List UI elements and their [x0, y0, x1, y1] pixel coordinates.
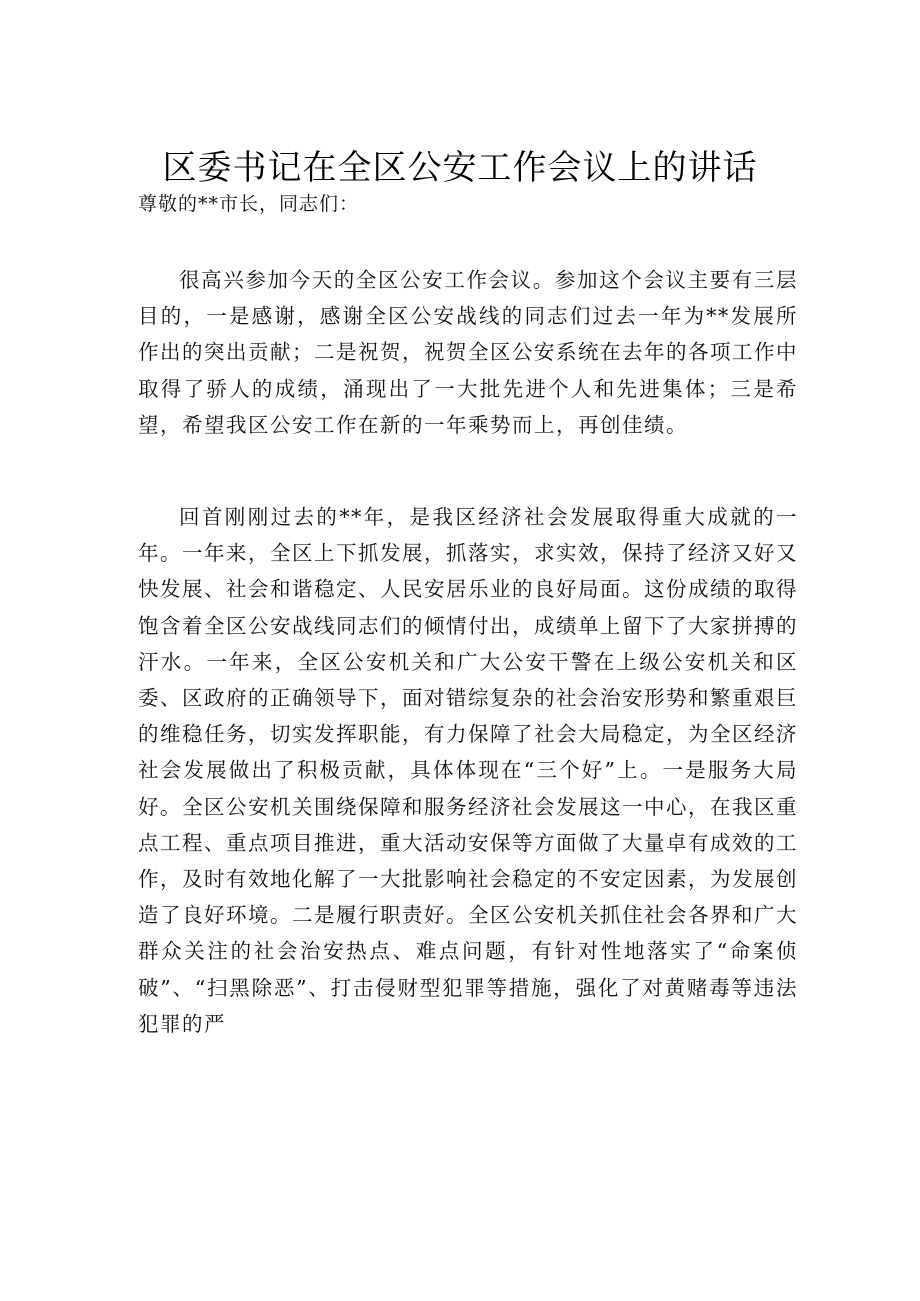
salutation: 尊敬的**市长，同志们：: [138, 193, 360, 215]
paragraph-1: 很高兴参加今天的全区公安工作会议。参加这个会议主要有三层目的，一是感谢，感谢全区公安战线的同志们过去一年为**发展所作出的突出贡献；二是祝贺，祝贺全区公安系统在去年的各项工作中取得了骄人的成绩，涌现出了一大批先进个人和先进集体；三是希望，希望我区公安工作在新的一年乘势而上，再创佳绩。: [138, 268, 798, 437]
document-title: 区委书记在全区公安工作会议上的讲话: [162, 148, 758, 188]
paragraph-2: 回首刚刚过去的**年，是我区经济社会发展取得重大成就的一年。一年来，全区上下抓发展，抓落实，求实效，保持了经济又好又快发展、社会和谐稳定、人民安居乐业的良好局面。这份成绩的取得饱含着全区公安战线同志们的倾情付出，成绩单上留下了大家拼搏的汗水。一年来，全区公安机关和广大公安干警在上级公安机关和区委、区政府的正确领导下，面对错综复杂的社会治安形势和繁重艰巨的维稳任务，切实发挥职能，有力保障了社会大局稳定，为全区经济社会发展做出了积极贡献，具体体现在“三个好”上。一是服务大局好。全区公安机关围绕保障和服务经济社会发展这一中心，在我区重点工程、重点项目推进，重大活动安保等方面做了大量卓有成效的工作，及时有效地化解了一大批影响社会稳定的不安定因素，为发展创造了良好环境。二是履行职责好。全区公安机关抓住社会各界和广大群众关注的社会治安热点、难点问题，有针对性地落实了“命案侦破”、“扫黑除恶”、打击侵财型犯罪等措施，强化了对黄赌毒等违法犯罪的严: [138, 505, 798, 1036]
